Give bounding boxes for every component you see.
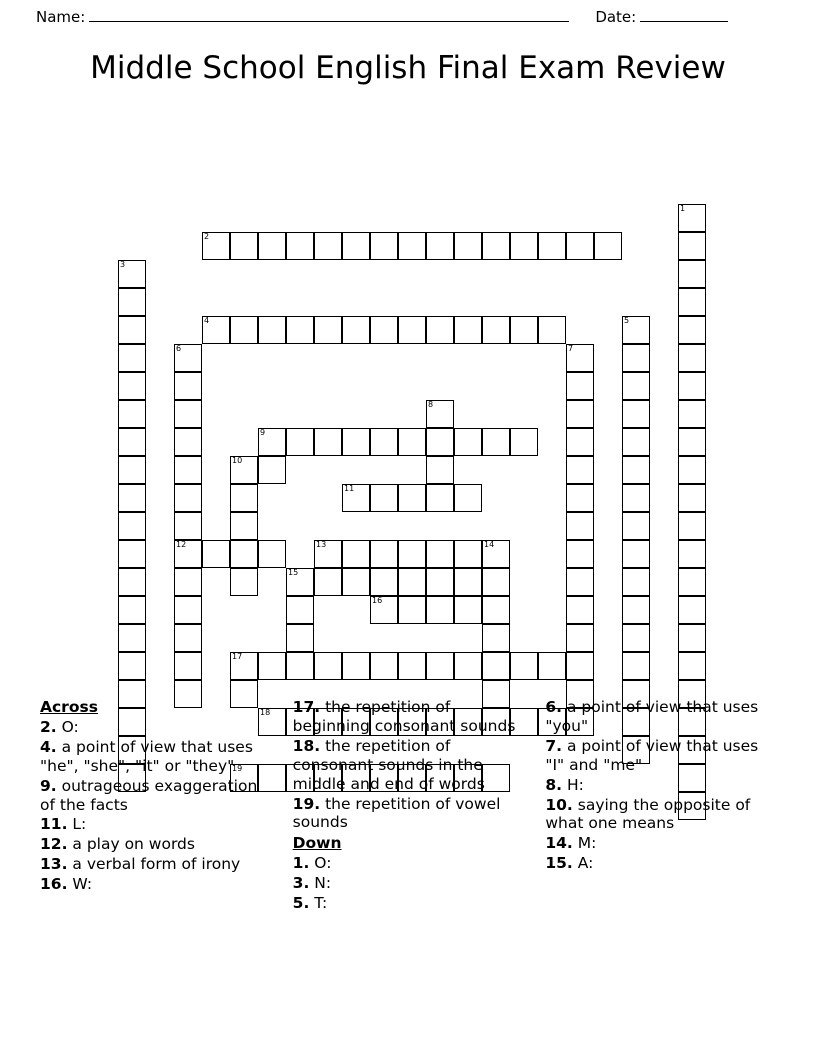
grid-cell[interactable] [622,316,650,344]
grid-cell[interactable] [566,372,594,400]
grid-cell[interactable] [230,540,258,568]
clue-item: 13. a verbal form of irony [40,855,241,874]
grid-cell[interactable] [566,568,594,596]
grid-cell[interactable] [398,232,426,260]
student-info-row [0,0,816,26]
grid-cell[interactable] [118,344,146,372]
grid-cell[interactable] [622,484,650,512]
grid-cell[interactable] [174,456,202,484]
grid-cell[interactable] [174,484,202,512]
grid-cell[interactable] [342,568,370,596]
grid-cell[interactable] [678,372,706,400]
grid-cell-number: 5 [624,316,630,325]
grid-cell[interactable] [566,624,594,652]
grid-cell[interactable] [118,568,146,596]
grid-cell[interactable] [426,596,454,624]
grid-cell[interactable] [678,652,706,680]
clue-item: 17. the repetition of beginning consonant sounds [292,698,516,735]
grid-cell[interactable] [454,232,482,260]
grid-cell[interactable] [566,232,594,260]
grid-cell[interactable] [174,540,202,568]
down-heading: Down [292,834,342,853]
grid-cell-number: 10 [232,456,243,465]
grid-cell[interactable] [454,652,482,680]
grid-cell[interactable] [174,568,202,596]
grid-cell[interactable] [118,652,146,680]
grid-cell[interactable] [566,344,594,372]
grid-cell[interactable] [538,316,566,344]
grid-cell[interactable] [342,232,370,260]
grid-cell[interactable] [594,232,622,260]
grid-cell[interactable] [118,456,146,484]
grid-cell[interactable] [286,316,314,344]
grid-cell[interactable] [678,288,706,316]
grid-cell[interactable] [258,428,286,456]
clue-item: 5. T: [292,894,328,913]
grid-cell[interactable] [342,428,370,456]
grid-cell-number: 14 [484,540,495,549]
grid-cell[interactable] [398,316,426,344]
grid-cell[interactable] [118,540,146,568]
grid-cell[interactable] [258,540,286,568]
name-label: Name: [36,8,86,26]
grid-cell[interactable] [566,540,594,568]
clues-area [0,698,816,914]
grid-cell[interactable] [398,484,426,512]
grid-cell[interactable] [370,232,398,260]
grid-cell[interactable] [342,484,370,512]
grid-cell[interactable] [118,372,146,400]
clue-item: 7. a point of view that uses "I" and "me" [545,736,759,774]
clue-item: 1. O: [292,854,332,873]
across-clue-list-part1 [40,718,271,894]
grid-cell[interactable] [426,484,454,512]
grid-cell[interactable] [230,652,258,680]
clue-item: 11. L: [40,815,87,834]
grid-cell[interactable] [314,428,342,456]
down-clue-list-part2 [545,698,776,873]
grid-cell[interactable] [118,428,146,456]
grid-cell[interactable] [454,540,482,568]
grid-cell[interactable] [230,456,258,484]
grid-cell-number: 6 [176,344,182,353]
grid-cell[interactable] [230,484,258,512]
clue-item: 10. saying the opposite of what one means [545,795,751,833]
grid-cell-number: 15 [288,568,299,577]
grid-cell[interactable] [286,652,314,680]
clue-item: 6. a point of view that uses "you" [545,698,759,735]
grid-cell[interactable] [454,568,482,596]
grid-cell[interactable] [174,596,202,624]
grid-cell[interactable] [426,540,454,568]
grid-cell[interactable] [118,400,146,428]
grid-cell[interactable] [678,204,706,232]
grid-cell[interactable] [314,232,342,260]
grid-cell[interactable] [622,400,650,428]
grid-cell[interactable] [482,568,510,596]
grid-cell[interactable] [370,428,398,456]
clue-item: 16. W: [40,875,93,894]
grid-cell[interactable] [426,652,454,680]
grid-cell[interactable] [426,400,454,428]
grid-cell[interactable] [454,596,482,624]
grid-cell[interactable] [258,456,286,484]
clue-item: 18. the repetition of consonant sounds in the middle and end of words [292,736,485,793]
grid-cell[interactable] [622,652,650,680]
grid-cell[interactable] [370,316,398,344]
grid-cell-number: 19 [232,764,243,773]
grid-cell[interactable] [566,400,594,428]
grid-cell[interactable] [370,596,398,624]
grid-cell[interactable] [510,428,538,456]
grid-cell[interactable] [370,652,398,680]
clue-item: 4. a point of view that uses "he", "she", "it" or "they" [40,737,253,775]
grid-cell[interactable] [622,540,650,568]
clue-item: 19. the repetition of vowel sounds [292,794,501,832]
grid-cell[interactable] [230,512,258,540]
grid-cell-number: 16 [372,596,383,605]
grid-cell-number: 13 [316,540,327,549]
grid-cell[interactable] [398,596,426,624]
grid-cell[interactable] [566,512,594,540]
grid-cell[interactable] [174,652,202,680]
down-clue-list-part1 [293,854,524,913]
grid-cell[interactable] [342,316,370,344]
clue-column-3 [545,698,776,914]
grid-cell[interactable] [482,316,510,344]
grid-cell[interactable] [510,232,538,260]
grid-cell[interactable] [118,596,146,624]
grid-cell[interactable] [230,232,258,260]
grid-cell[interactable] [678,624,706,652]
grid-cell[interactable] [622,624,650,652]
grid-cell[interactable] [314,540,342,568]
grid-cell[interactable] [398,428,426,456]
grid-cell[interactable] [678,456,706,484]
grid-cell[interactable] [566,652,594,680]
grid-cell[interactable] [622,456,650,484]
grid-cell[interactable] [314,652,342,680]
grid-cell[interactable] [678,316,706,344]
grid-cell[interactable] [202,316,230,344]
across-heading: Across [40,698,98,716]
grid-cell-number: 7 [568,344,574,353]
grid-cell[interactable] [566,484,594,512]
grid-cell[interactable] [678,568,706,596]
grid-cell[interactable] [202,232,230,260]
grid-cell-number: 4 [204,316,210,325]
grid-cell[interactable] [174,428,202,456]
grid-cell-number: 2 [204,232,210,241]
clue-column-1 [40,698,271,914]
grid-cell[interactable] [510,316,538,344]
grid-cell[interactable] [454,316,482,344]
grid-cell[interactable] [174,512,202,540]
across-clue-list-part2 [293,698,524,832]
grid-cell[interactable] [258,232,286,260]
grid-cell[interactable] [538,232,566,260]
grid-cell[interactable] [314,316,342,344]
clue-item: 8. H: [545,775,584,794]
grid-cell-number: 1 [680,204,686,213]
grid-cell[interactable] [482,596,510,624]
grid-cell[interactable] [118,316,146,344]
grid-cell[interactable] [286,596,314,624]
grid-cell[interactable] [286,568,314,596]
grid-cell[interactable] [342,652,370,680]
grid-cell[interactable] [230,316,258,344]
grid-cell[interactable] [622,568,650,596]
grid-cell[interactable] [118,484,146,512]
grid-cell[interactable] [426,428,454,456]
grid-cell-number: 18 [260,708,271,717]
grid-cell-number: 11 [344,484,355,493]
grid-cell[interactable] [510,652,538,680]
grid-cell[interactable] [622,344,650,372]
grid-cell[interactable] [370,568,398,596]
grid-cell[interactable] [398,540,426,568]
grid-cell-number: 17 [232,652,243,661]
grid-cell[interactable] [566,428,594,456]
grid-cell[interactable] [678,540,706,568]
grid-cell[interactable] [118,288,146,316]
grid-cell[interactable] [538,652,566,680]
grid-cell[interactable] [482,624,510,652]
grid-cell[interactable] [286,624,314,652]
clue-item: 3. N: [292,874,332,893]
grid-cell[interactable] [566,596,594,624]
grid-cell[interactable] [622,596,650,624]
name-input-line[interactable] [89,9,569,22]
grid-cell[interactable] [174,624,202,652]
grid-cell[interactable] [426,568,454,596]
grid-cell[interactable] [482,232,510,260]
grid-cell[interactable] [454,428,482,456]
grid-cell[interactable] [482,540,510,568]
grid-cell[interactable] [258,652,286,680]
grid-cell[interactable] [118,512,146,540]
page-title: Middle School English Final Exam Review [90,50,726,86]
grid-cell[interactable] [678,232,706,260]
grid-cell[interactable] [230,568,258,596]
grid-cell[interactable] [566,456,594,484]
grid-cell-number: 3 [120,260,126,269]
grid-cell[interactable] [622,512,650,540]
clue-item: 15. A: [545,854,594,873]
grid-cell[interactable] [678,344,706,372]
grid-cell[interactable] [678,484,706,512]
grid-cell[interactable] [370,484,398,512]
grid-cell[interactable] [622,372,650,400]
grid-cell[interactable] [342,540,370,568]
date-input-line[interactable] [640,9,728,22]
clue-item: 9. outrageous exaggeration of the facts [40,776,258,814]
grid-cell[interactable] [174,344,202,372]
grid-cell[interactable] [426,232,454,260]
grid-cell[interactable] [454,484,482,512]
grid-cell[interactable] [118,624,146,652]
grid-cell[interactable] [678,428,706,456]
grid-cell-number: 8 [428,400,434,409]
grid-cell[interactable] [482,652,510,680]
clue-item: 14. M: [545,834,597,853]
grid-cell[interactable] [174,400,202,428]
grid-cell[interactable] [426,316,454,344]
grid-cell[interactable] [678,400,706,428]
date-label: Date: [595,8,637,26]
grid-cell[interactable] [118,260,146,288]
grid-cell[interactable] [678,260,706,288]
clue-item: 2. O: [40,717,79,736]
grid-cell[interactable] [398,568,426,596]
grid-cell[interactable] [174,372,202,400]
grid-cell[interactable] [398,652,426,680]
grid-cell[interactable] [258,316,286,344]
grid-cell[interactable] [678,512,706,540]
grid-cell-number: 9 [260,428,266,437]
grid-cell-number: 12 [176,540,187,549]
grid-cell[interactable] [202,540,230,568]
grid-cell[interactable] [314,568,342,596]
grid-cell[interactable] [426,456,454,484]
clue-column-2 [293,698,524,914]
clue-item: 12. a play on words [40,835,195,854]
grid-cell[interactable] [622,428,650,456]
grid-cell[interactable] [286,428,314,456]
grid-cell[interactable] [286,232,314,260]
grid-cell[interactable] [482,428,510,456]
grid-cell[interactable] [678,596,706,624]
grid-cell[interactable] [370,540,398,568]
